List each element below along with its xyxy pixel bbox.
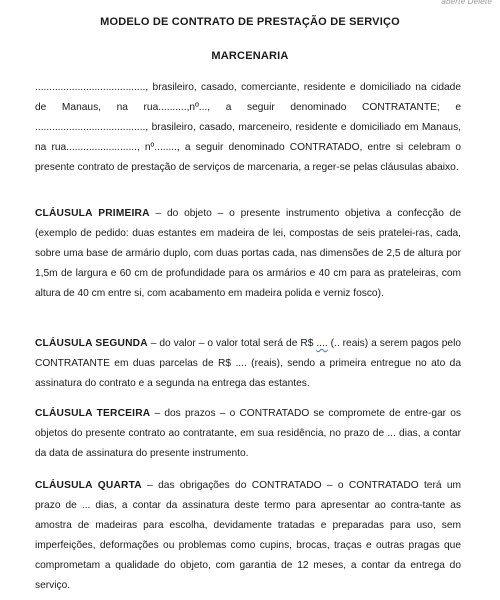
clause-body: (.. reais) a serem pagos pelo CONTRATANTE em duas parcelas de R$ .... (reais), sendo a primeira entregue no ato da assinatura do contrato e a segunda na entrega das estantes. <box>35 338 461 389</box>
clause-body: – dos prazos – o CONTRATADO se compromete de entre-gar os objetos do presente contrato ao contratante, em sua residência, no prazo de ... dias, a contar da data de assinatura do presente instrumento. <box>35 408 461 459</box>
document-title: MODELO DE CONTRATO DE PRESTAÇÃO DE SERVIÇO <box>100 16 400 28</box>
clause-heading: CLÁUSULA SEGUNDA <box>35 338 148 349</box>
clause-terceira <box>35 404 461 464</box>
clause-heading: CLÁUSULA PRIMEIRA <box>35 208 150 219</box>
document-subtitle: MARCENARIA <box>211 50 289 62</box>
intro-paragraph: ......................................., brasileiro, casado, comerciante, residente e domiciliado na cidade de Manaus, na rua..........,nº..., a seguir denominado CONTRATANTE; e ......................................., brasileiro, casado, marceneiro, residente e domiciliado em Manaus, na rua........................., nº........, a seguir denominado CONTRATADO, entre si celebram o presente contrato de prestação de serviços de marcenaria, a reger-se pelas cláusulas abaixo. <box>35 82 461 173</box>
clause-body: – das obrigações do CONTRATADO – o CONTRATADO terá um prazo de ... dias, a contar da assinatura deste termo para apresentar ao contra-tante as amostra de madeiras para escolha, devidamente tratadas e preparadas para uso, sem imperfeições, deformações ou problemas como cupins, brocas, traças e outras pragas que comprometam a qualidade do objeto, com garantia de 12 meses, a contar da entrega do serviço. <box>35 480 461 591</box>
spellcheck-marked-text: .... <box>316 338 328 349</box>
clause-primeira <box>35 204 461 304</box>
clause-quarta <box>35 476 461 596</box>
clause-segunda <box>35 334 461 394</box>
clause-body: – do valor – o valor total será de R$ <box>147 338 317 349</box>
clause-heading: CLÁUSULA TERCEIRA <box>35 408 151 419</box>
corner-note: aberte Delete <box>441 0 492 6</box>
clause-heading: CLÁUSULA QUARTA <box>35 480 142 491</box>
clause-body: – do objeto – o presente instrumento objetiva a confecção de (exemplo de pedido: duas estantes em madeira de lei, compostas de seis pratelei-ras, cada, sobre uma base de armário duplo, com duas portas cada, nas dimensões de 2,5 de altura por 1,5m de largura e 60 cm de profundidade para os armários e 40 cm para as prateleiras, com altura de 40 cm entre si, com acabamento em madeira polida e verniz fosco). <box>35 208 462 299</box>
